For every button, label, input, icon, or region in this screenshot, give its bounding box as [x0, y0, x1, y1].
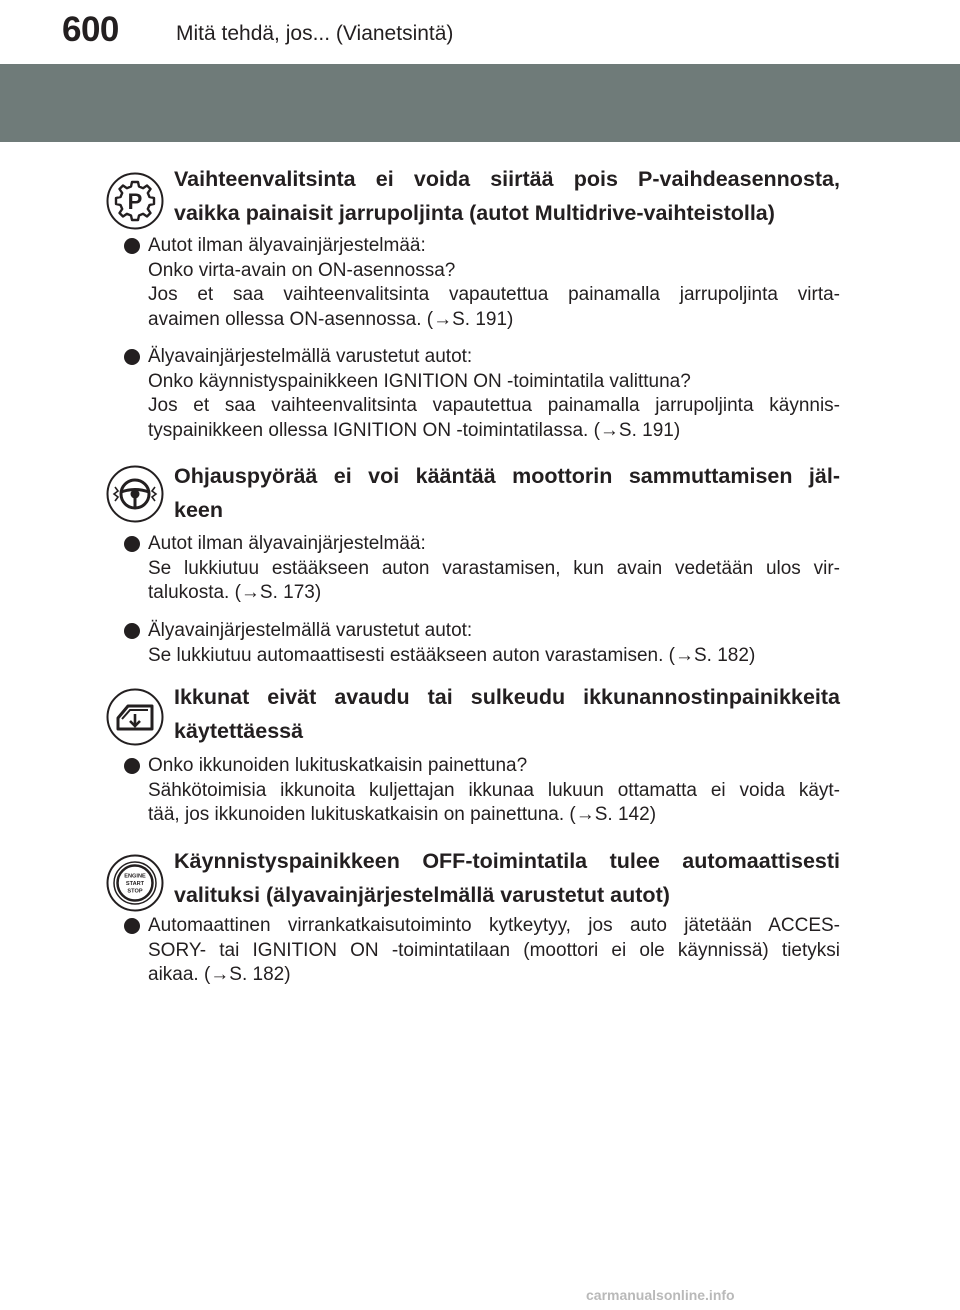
steering-wheel-icon [106, 465, 164, 523]
list-item [124, 234, 840, 332]
svg-text:START: START [125, 881, 145, 887]
item-line: Se lukkiutuu estääkseen auton varastamisen, kun avain vedetään ulos vir- [148, 557, 840, 579]
item-line: Älyavainjärjestelmällä varustetut autot: [148, 620, 473, 641]
bullet-icon [124, 758, 140, 774]
item-line: Autot ilman älyavainjärjestelmää: [148, 235, 426, 256]
item-line: Jos et saa vaihteenvalitsinta vapautettua painamalla jarrupoljinta virta- [148, 284, 840, 305]
item-line: aikaa. (→S. 182) [148, 964, 291, 985]
list-item [124, 914, 840, 988]
power-window-icon [106, 688, 164, 746]
bullet-icon [124, 349, 140, 365]
item-line: Se lukkiutuu automaattisesti estääkseen auton varastamisen. (→S. 182) [148, 644, 756, 666]
bullet-icon [124, 623, 140, 639]
title-line: keen [174, 498, 224, 522]
page-number: 600 [62, 10, 119, 49]
header-band [0, 64, 960, 142]
item-line: tyspainikkeen ollessa IGNITION ON -toimintatilassa. (→S. 191) [148, 419, 681, 441]
section-title: Käynnistyspainikkeen OFF-toimintatila tulee automaattisesti valituksi (älyavainjärjestelmällä varustetut autot) [174, 849, 840, 907]
item-line: Jos et saa vaihteenvalitsinta vapautettua painamalla jarrupoljinta käynnis- [148, 395, 840, 416]
item-line: Onko virta-avain on ON-asennossa? [148, 259, 456, 281]
item-line: SORY- tai IGNITION ON -toimintatilaan (moottori ei ole käynnissä) tietyksi [148, 939, 840, 961]
bullet-icon [124, 238, 140, 254]
svg-text:STOP: STOP [127, 888, 143, 895]
item-line: avaimen ollessa ON-asennossa. (→S. 191) [148, 308, 514, 330]
item-line: Autot ilman älyavainjärjestelmää: [148, 533, 426, 554]
item-line: Onko ikkunoiden lukituskatkaisin painettuna? [148, 755, 528, 776]
list-item [124, 754, 840, 828]
section-title: Vaihteenvalitsinta ei voida siirtää pois P-vaihdeasennosta, vaikka painaisit jarrupoljinta (autot Multidrive-vaihteistolla) [174, 167, 840, 225]
engine-start-stop-button-icon [106, 854, 164, 912]
list-item [124, 345, 840, 443]
list-item [124, 532, 840, 606]
title-line: Ohjauspyörää ei voi kääntää moottorin sammuttamisen jäl- [174, 464, 840, 488]
section-title: Ikkunat eivät avaudu tai sulkeudu ikkunannostinpainikkeita käytettäessä [174, 685, 840, 743]
item-line: Onko käynnistyspainikkeen IGNITION ON -toimintatila valittuna? [148, 370, 691, 392]
item-line: tää, jos ikkunoiden lukituskatkaisin on painettuna. (→S. 142) [148, 804, 657, 825]
shift-lever-p-icon [106, 172, 164, 230]
item-line: Sähkötoimisia ikkunoita kuljettajan ikkunaa lukuun ottamatta ei voida käyt- [148, 779, 840, 801]
svg-text:ENGINE: ENGINE [124, 873, 146, 880]
bullet-icon [124, 536, 140, 552]
svg-text:P: P [127, 189, 143, 214]
item-line: Automaattinen virrankatkaisutoiminto kytkeytyy, jos auto jätetään ACCES- [148, 915, 840, 936]
item-line: talukosta. (→S. 173) [148, 582, 322, 603]
item-line: Älyavainjärjestelmällä varustetut autot: [148, 346, 473, 367]
running-title: Mitä tehdä, jos... (Vianetsintä) [176, 22, 454, 45]
section-title [174, 459, 840, 527]
list-item [124, 619, 840, 668]
page-header [0, 0, 960, 58]
bullet-icon [124, 918, 140, 934]
watermark: carmanualsonline.info [586, 1287, 735, 1303]
